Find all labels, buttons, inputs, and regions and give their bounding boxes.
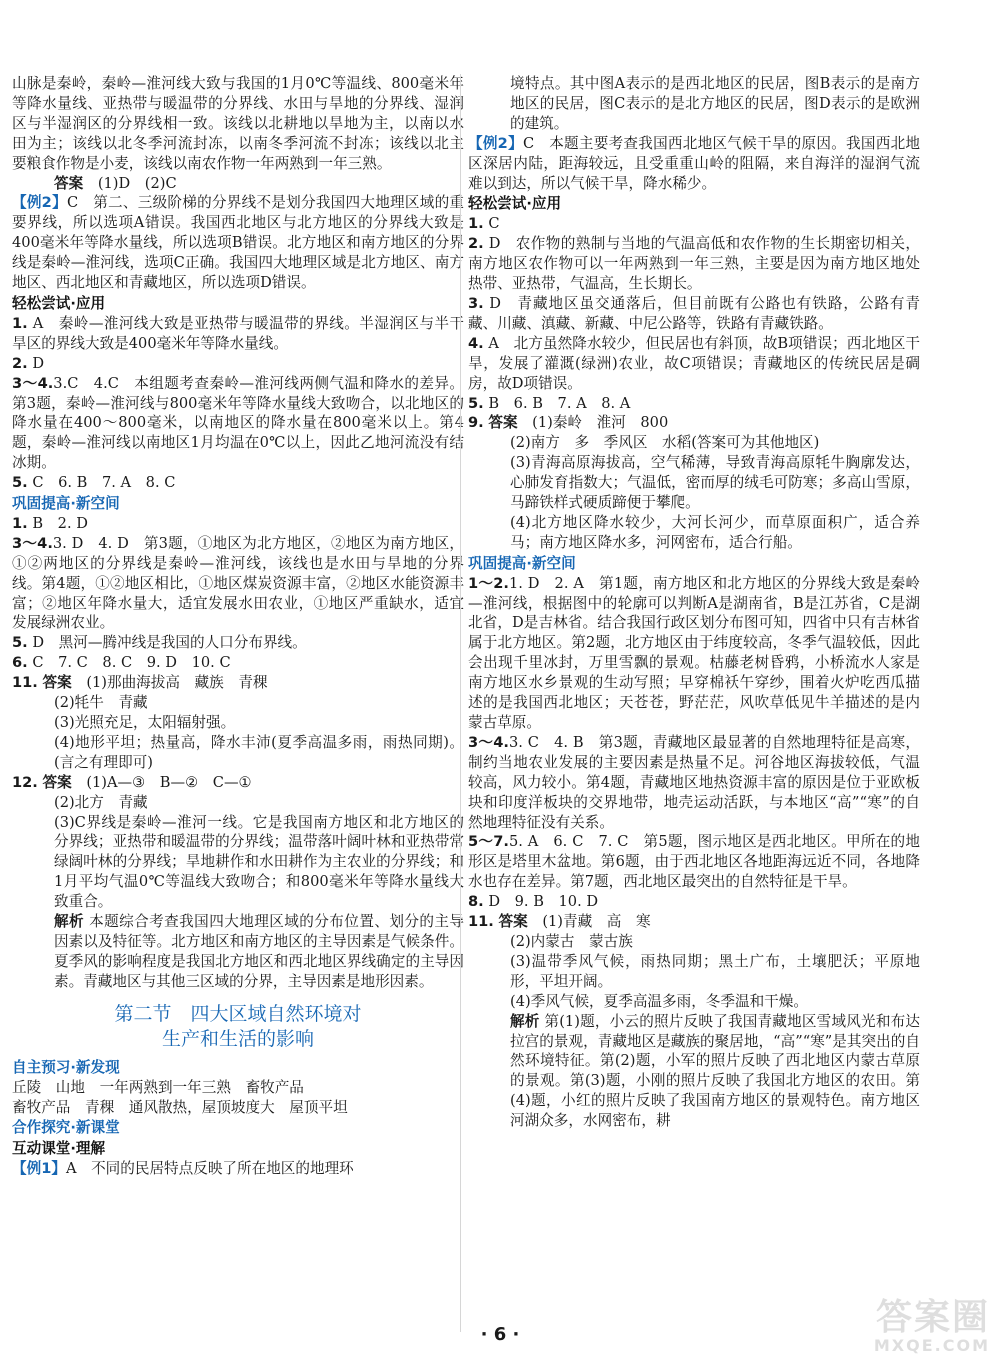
left-column bbox=[12, 74, 464, 1179]
question-item: 1. C bbox=[468, 215, 500, 233]
question-item: 1. B 2. D bbox=[12, 514, 88, 532]
example-1: 【例1】A 不同的民居特点反映了所在地区的地理环 bbox=[12, 1160, 354, 1178]
question-item: 5. D 黑河—腾冲线是我国的人口分布界线。 bbox=[12, 634, 307, 652]
answer-line: (2)南方 多 季风区 水稻(答案可为其他地区) bbox=[510, 434, 820, 452]
example-2: 【例2】C 本题主要考查我国西北地区气候干旱的原因。我国西北地区深居内陆，距海较远，且受重重山岭的阻隔，来自海洋的湿润气流难以到达，所以气候干旱，降水稀少。 bbox=[468, 134, 921, 192]
question-item: 6. C 7. C 8. C 9. D 10. C bbox=[12, 654, 231, 672]
answer-line: (3)青海高原海拔高，空气稀薄，导致青海高原牦牛胸廓发达，心肺发育指数大；气温低，密而厚的绒毛可防寒；多高山雪原，马蹄铁样式硬质蹄便于攀爬。 bbox=[510, 454, 920, 512]
answer-line: (2)内蒙古 蒙古族 bbox=[510, 932, 633, 950]
analysis: 解析 本题综合考查我国四大地理区域的分布位置、划分的主导因素以及特征等。北方地区和南方地区的主导因素是气候条件。夏季风的影响程度是我国北方地区和西北地区界线确定的主导因素。青藏地区与其他三区域的分界，主导因素是地形因素。 bbox=[54, 913, 464, 990]
question-item: 2. D 农作物的熟制与当地的气温高低和农作物的生长期密切相关，南方地区农作物可以一年两熟到一年三熟，主要是因为南方地区地处热带、亚热带，气温高，生长期长。 bbox=[468, 235, 920, 293]
example-tag: 【例2】 bbox=[12, 194, 67, 212]
question-item: 3. D 青藏地区虽交通落后，但目前既有公路也有铁路，公路有青藏、川藏、滇藏、新藏、中尼公路等，铁路有青藏铁路。 bbox=[468, 294, 921, 332]
question-item: 1. A 秦岭—淮河线大致是亚热带与暖温带的界线。半湿润区与半干旱区的界线大致是400毫米年等降水量线。 bbox=[12, 314, 465, 352]
answer-line: (4)北方地区降水较少，大河长河少，而草原面积广，适合养马；南方地区降水多，河网密布，适合行船。 bbox=[510, 513, 920, 551]
continuation-paragraph: 山脉是秦岭，秦岭—淮河线大致与我国的1月0℃等温线、800毫米年等降水量线、亚热带与暖温带的分界线、水田与旱地的分界线、湿润区与半湿润区的分界线相一致。该线以北耕地以旱地为主，以南以水田为主；该线以北冬季河流封冻，以南冬季河流不封冻；该线以北主要粮食作物是小麦，该线以南农作物一年两熟到一年三熟。 bbox=[12, 75, 464, 172]
watermark-url: MXQE.COM bbox=[873, 1336, 990, 1355]
question-item: 1～2.1. D 2. A 第1题，南方地区和北方地区的分界线大致是秦岭—淮河线，根据图中的轮廓可以判断A是湖南省，B是江苏省，C是湖北省，D是吉林省。结合我国行政区划分布图可知，四省中只有吉林省属于北方地区。第2题，北方地区由于纬度较高，冬季气温较低，因此会出现千里冰封，万里雪飘的景观。枯藤老树昏鸦，小桥流水人家是南方地区水乡景观的生动写照；早穿棉袄午穿纱，围着火炉吃西瓜描述的是我国西北地区；天苍苍，野茫茫，风吹草低见牛羊描述的是内蒙古草原。 bbox=[468, 574, 920, 731]
answer-text: (1)D (2)C bbox=[97, 174, 177, 192]
answer-line: (4)季风气候，夏季高温多雨，冬季温和干燥。 bbox=[510, 992, 808, 1010]
question-item: 5. B 6. B 7. A 8. A bbox=[468, 394, 631, 412]
right-column bbox=[468, 74, 920, 1131]
question-item: 9. 答案 (1)秦岭 淮河 800 bbox=[468, 414, 669, 432]
question-item: 2. D bbox=[12, 354, 45, 372]
question-item: 8. D 9. B 10. D bbox=[468, 893, 599, 911]
section-head-explore: 合作探究·新课堂 bbox=[12, 1119, 120, 1137]
section-title: 第二节 四大区域自然环境对 生产和生活的影响 bbox=[114, 1002, 362, 1050]
question-item: 12. 答案 (1)A—③ B—② C—① bbox=[12, 773, 252, 791]
section-head-interactive: 互动课堂·理解 bbox=[12, 1140, 106, 1158]
question-item: 11. 答案 (1)青藏 高 寒 bbox=[468, 913, 651, 931]
section-head-consolidate: 巩固提高·新空间 bbox=[12, 495, 120, 513]
answer-line: (4)地形平坦；热量高，降水丰沛(夏季高温多雨，雨热同期)。(言之有理即可) bbox=[54, 733, 464, 771]
answer-line: (3)温带季风气候，雨热同期；黑土广布，土壤肥沃；平原地形，平坦开阔。 bbox=[510, 952, 920, 990]
column-divider bbox=[460, 74, 461, 1332]
continuation-paragraph: 境特点。其中图A表示的是西北地区的民居，图B表示的是南方地区的民居，图C表示的是北方地区的民居，图D表示的是欧洲的建筑。 bbox=[510, 75, 920, 132]
answer-line: (3)C界线是秦岭—淮河一线。它是我国南方地区和北方地区的分界线；亚热带和暖温带的分界线；温带落叶阔叶林和亚热带常绿阔叶林的分界线；旱地耕作和水田耕作为主农业的分界线；和1月平均气温0℃等温线大致吻合；和800毫米年等降水量线大致重合。 bbox=[54, 813, 464, 911]
section-head-preview: 自主预习·新发现 bbox=[12, 1058, 120, 1076]
question-item: 3～4.3.C 4.C 本组题考查秦岭—淮河线两侧气温和降水的差异。第3题，秦岭—淮河线与800毫米年等降水量线大致吻合，以北地区的降水量在400～800毫米，以南地区的降水量在800毫米以上。第4题，秦岭—淮河线以南地区1月均温在0℃以上，因此乙地河流没有结冰期。 bbox=[12, 374, 465, 472]
answer-line: (2)北方 青藏 bbox=[54, 793, 148, 811]
answer-line: (3)光照充足，太阳辐射强。 bbox=[54, 714, 236, 731]
watermark-text: 答案圈 bbox=[875, 1297, 990, 1338]
watermark-logo bbox=[820, 1297, 990, 1356]
question-item: 3～4.3. D 4. D 第3题，①地区为北方地区，②地区为南方地区，①②两地区的分界线是秦岭—淮河线，该线也是水田与旱地的分界线。第4题，①②地区相比，①地区煤炭资源丰富，②地区水能资源丰富；②地区年降水量大，适宜发展水田农业，①地区严重缺水，适宜发展绿洲农业。 bbox=[12, 534, 464, 632]
page-number: · 6 · bbox=[480, 1324, 520, 1345]
section-head-consolidate: 巩固提高·新空间 bbox=[468, 554, 576, 572]
question-item: 5. C 6. B 7. A 8. C bbox=[12, 474, 176, 492]
preview-answers: 丘陵 山地 一年两熟到一年三熟 畜牧产品 bbox=[12, 1078, 304, 1096]
example-text: C 第二、三级阶梯的分界线不是划分我国四大地理区域的重要界线，所以选项A错误。我国西北地区与北方地区的分界线大致是400毫米年等降水量线，所以选项B错误。北方地区和南方地区的分界线是秦岭—淮河线，选项C正确。我国四大地理区域是北方地区、南方地区、西北地区和青藏地区，所以选项D错误。 bbox=[12, 194, 465, 292]
example-2 bbox=[12, 193, 464, 293]
section-head-practice: 轻松尝试·应用 bbox=[12, 294, 106, 312]
question-item: 3～4.3. C 4. B 第3题，青藏地区最显著的自然地理特征是高寒，制约当地农业发展的主要因素是热量不足。河谷地区海拔较低，气温较高，风力较小。第4题，青藏地区地热资源丰富的原因是位于亚欧板块和印度洋板块的交界地带，地壳运动活跃，与本地区“高”“寒”的自然地理特征没有关系。 bbox=[468, 733, 920, 831]
analysis: 解析 第(1)题，小云的照片反映了我国青藏地区雪域风光和布达拉宫的景观，青藏地区是藏族的聚居地，“高”“寒”是其突出的自然环境特征。第(2)题，小军的照片反映了西北地区内蒙古草原的景观。第(3)题，小刚的照片反映了我国北方地区的农田。第(4)题，小红的照片反映了我国南方地区的景观特色。南方地区河湖众多，水网密布，耕 bbox=[510, 1012, 920, 1130]
answer-line bbox=[12, 174, 464, 194]
answer-line: (2)牦牛 青藏 bbox=[54, 694, 148, 712]
preview-answers: 畜牧产品 青稞 通风散热，屋顶坡度大 屋顶平坦 bbox=[12, 1098, 348, 1116]
answer-key: 答案 bbox=[54, 174, 84, 192]
question-item: 4. A 北方虽然降水较少，但民居也有斜顶，故B项错误；西北地区干旱，发展了灌溉(绿洲)农业，故C项错误；青藏地区的传统民居是碉房，故D项错误。 bbox=[468, 334, 920, 392]
question-item: 5～7.5. A 6. C 7. C 第5题，图示地区是西北地区。甲所在的地形区是塔里木盆地。第6题，由于西北地区各地距海远近不同，各地降水也存在差异。第7题，西北地区最突出的自然特征是干旱。 bbox=[468, 833, 920, 891]
question-item: 11. 答案 (1)那曲海拔高 藏族 青稞 bbox=[12, 674, 268, 692]
section-head-practice: 轻松尝试·应用 bbox=[468, 195, 562, 213]
